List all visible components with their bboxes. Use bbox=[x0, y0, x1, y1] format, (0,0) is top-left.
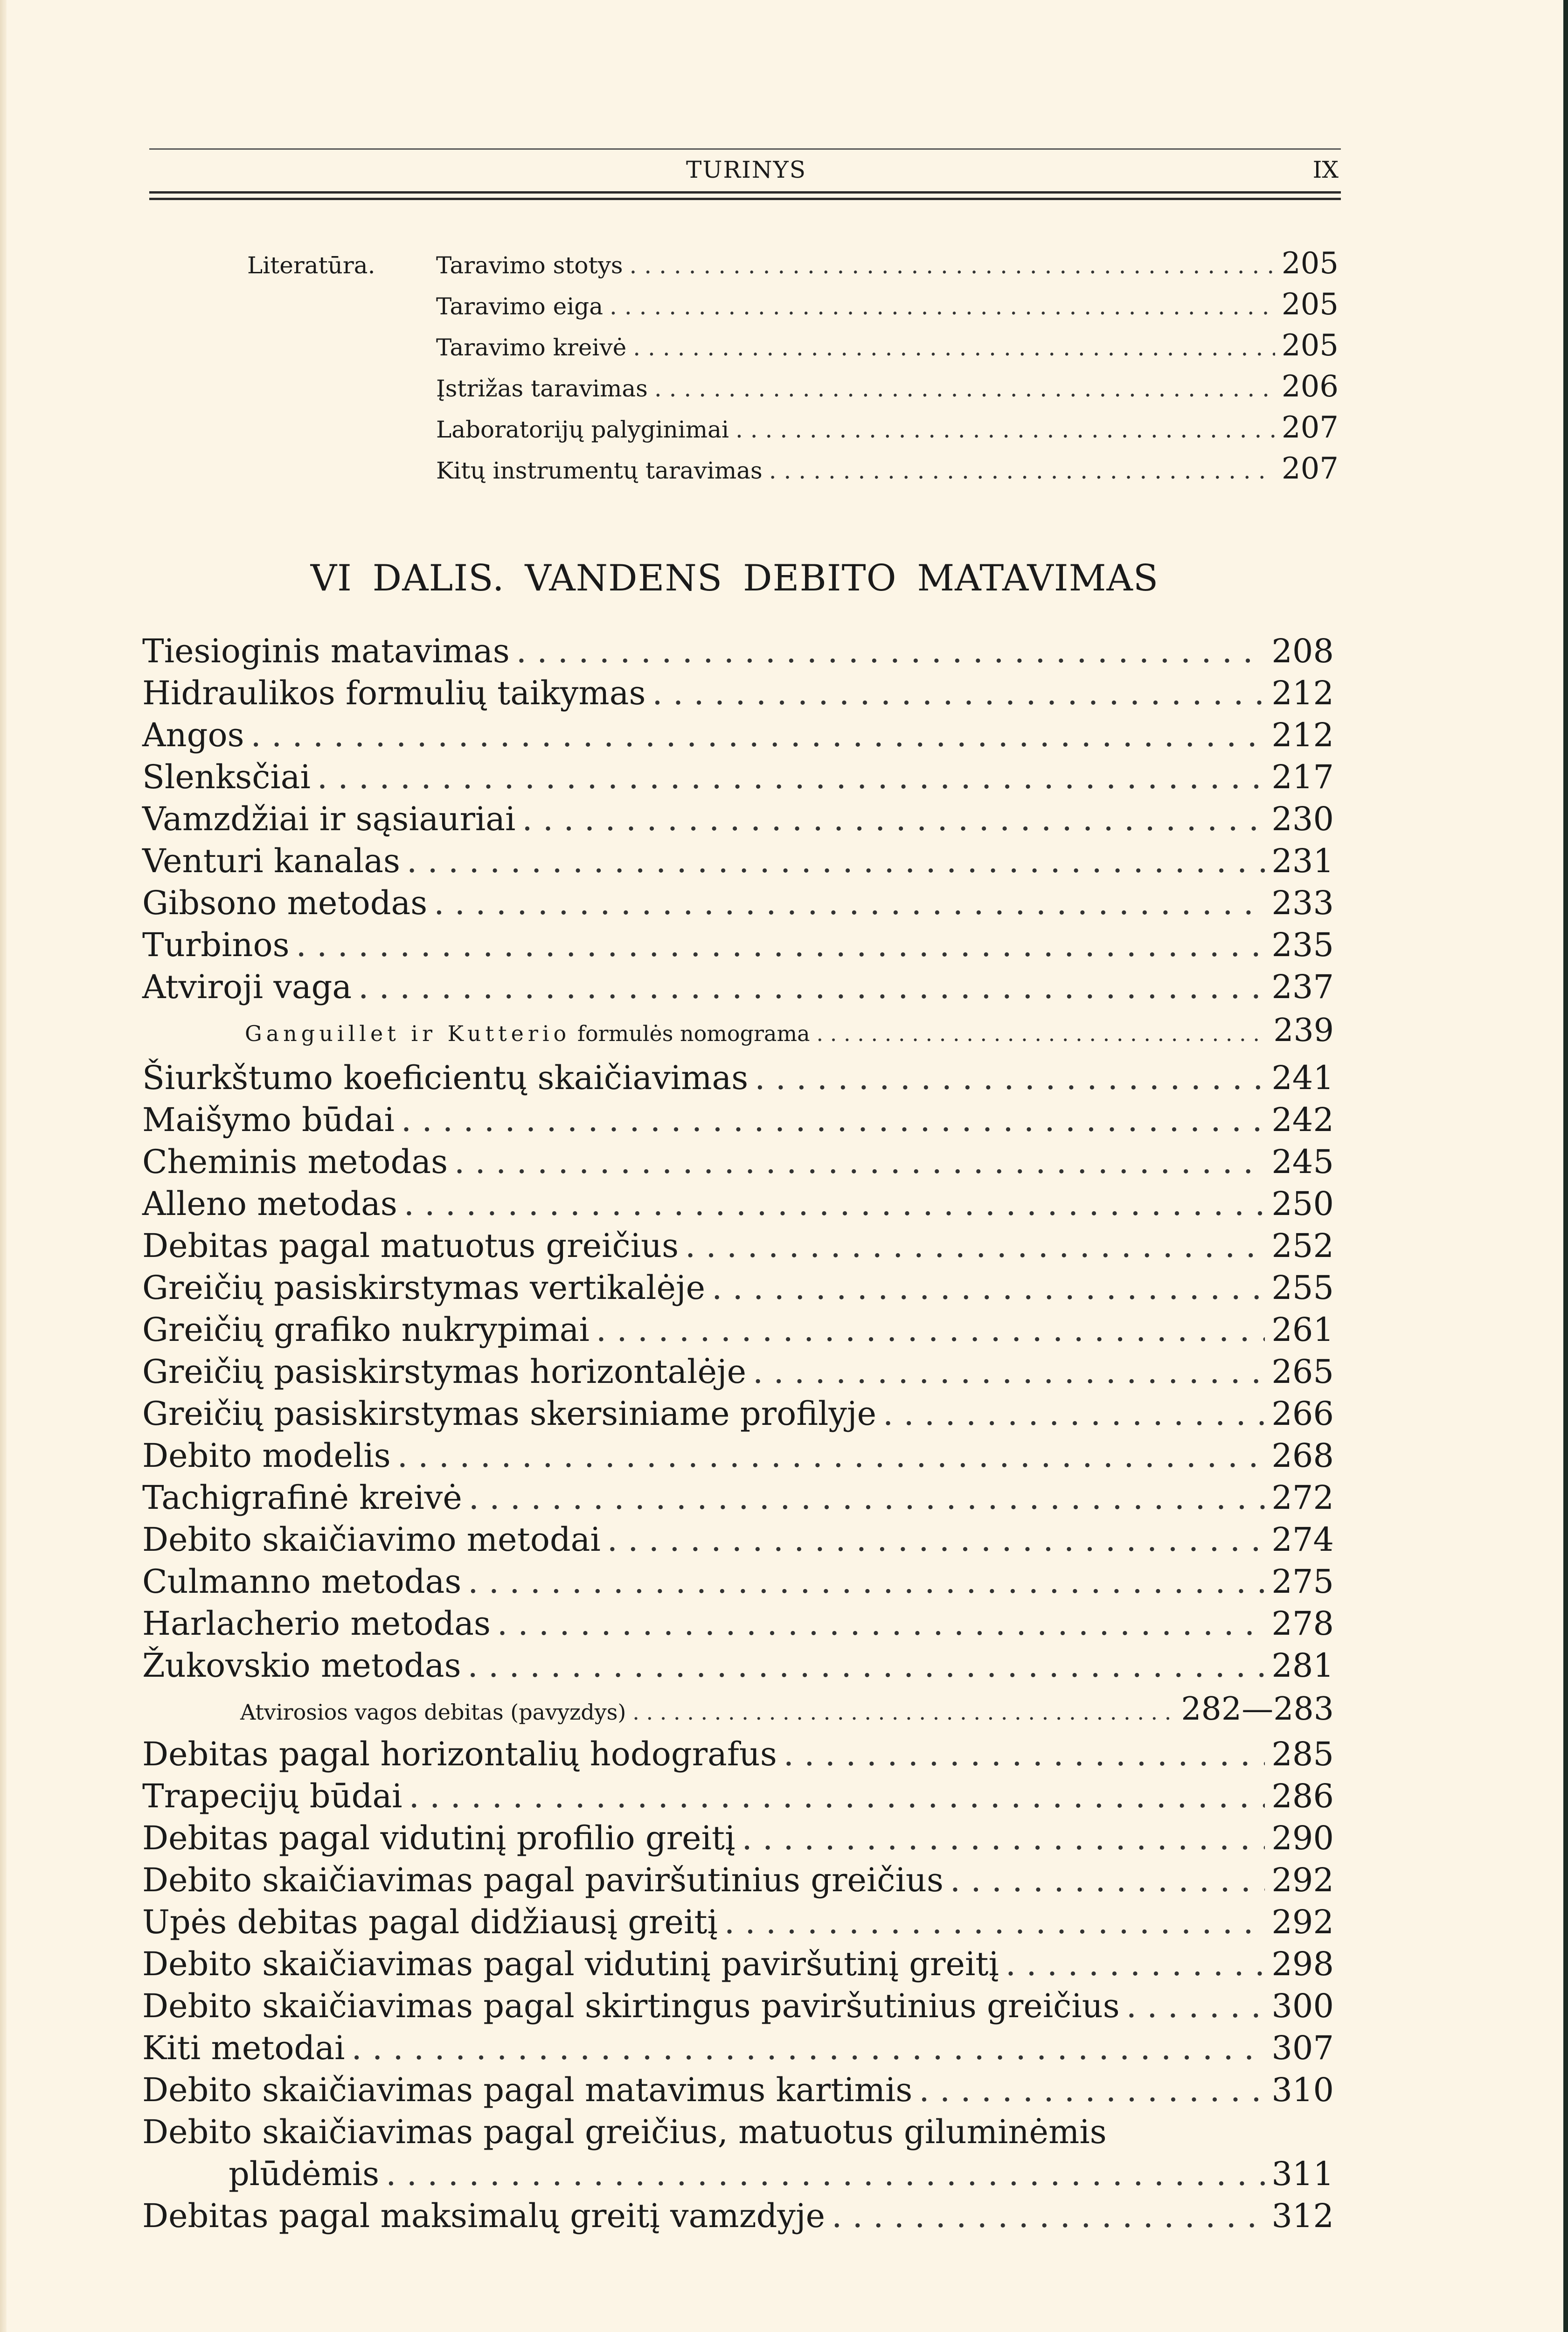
page-number: 282—283 bbox=[1181, 1691, 1334, 1728]
page-number: 255 bbox=[1271, 1269, 1334, 1307]
toc-entry[interactable] bbox=[142, 1903, 1334, 1945]
page-number: 311 bbox=[1271, 2155, 1334, 2193]
entry-title: Greičių grafiko nukrypimai bbox=[142, 1311, 590, 1349]
scan-background-right bbox=[1563, 0, 1568, 2332]
page-number: 286 bbox=[1271, 1777, 1334, 1815]
page-number: 292 bbox=[1271, 1903, 1334, 1941]
entry-title bbox=[245, 1021, 810, 1046]
dot-leader bbox=[317, 758, 1265, 796]
dot-leader bbox=[610, 293, 1275, 320]
toc-entry[interactable] bbox=[142, 2071, 1334, 2113]
toc-entry[interactable] bbox=[142, 1353, 1334, 1395]
page-number: 281 bbox=[1271, 1646, 1334, 1685]
dot-leader bbox=[817, 1021, 1267, 1046]
toc-entry[interactable] bbox=[142, 1945, 1334, 1987]
toc-entry[interactable] bbox=[142, 1185, 1334, 1227]
page-folio: IX bbox=[1312, 156, 1339, 183]
dot-leader bbox=[755, 1059, 1265, 1097]
toc-entry[interactable] bbox=[142, 1227, 1334, 1269]
dot-leader bbox=[407, 842, 1265, 880]
page-number: 208 bbox=[1271, 632, 1334, 670]
toc-subentry[interactable] bbox=[436, 328, 1339, 369]
entry-title: Turbinos bbox=[142, 926, 290, 964]
page-number: 274 bbox=[1271, 1520, 1334, 1559]
dot-leader bbox=[454, 1143, 1265, 1181]
page-number: 290 bbox=[1271, 1819, 1334, 1857]
toc-entry[interactable] bbox=[142, 1520, 1334, 1562]
toc-entry[interactable] bbox=[142, 800, 1334, 842]
toc-entry[interactable] bbox=[142, 1269, 1334, 1311]
toc-entry[interactable] bbox=[142, 1861, 1334, 1903]
entry-title: Atvirosios vagos debitas (pavyzdys) bbox=[240, 1700, 626, 1725]
entry-title: Vamzdžiai ir sąsiauriai bbox=[142, 800, 516, 838]
dot-leader bbox=[919, 2071, 1265, 2109]
dot-leader bbox=[1126, 1987, 1265, 2025]
entry-title: Greičių pasiskirstymas skersiniame profilyje bbox=[142, 1395, 877, 1433]
toc-entry[interactable] bbox=[142, 1395, 1334, 1437]
toc-entry[interactable] bbox=[142, 1478, 1334, 1520]
entry-title: Greičių pasiskirstymas vertikalėje bbox=[142, 1269, 706, 1307]
page-number: 242 bbox=[1271, 1101, 1334, 1139]
page-number: 292 bbox=[1271, 1861, 1334, 1899]
dot-leader bbox=[401, 1101, 1265, 1139]
entry-title: Culmanno metodas bbox=[142, 1562, 462, 1601]
dot-leader bbox=[632, 1700, 1174, 1725]
section-heading: VI DALIS. VANDENS DEBITO MATAVIMAS bbox=[310, 557, 1159, 599]
dot-leader bbox=[1006, 1945, 1265, 1983]
entry-title: Debitas pagal maksimalų greitį vamzdyje bbox=[142, 2197, 826, 2235]
entry-title: Taravimo kreivė bbox=[436, 334, 627, 361]
page-number: 300 bbox=[1271, 1987, 1334, 2025]
page-number: 233 bbox=[1271, 884, 1334, 922]
entry-title: Maišymo būdai bbox=[142, 1101, 395, 1139]
literatura-label: Literatūra. bbox=[247, 252, 375, 279]
entry-title: Upės debitas pagal didžiausį greitį bbox=[142, 1903, 718, 1941]
dot-leader bbox=[522, 800, 1265, 838]
running-title: TURINYS bbox=[686, 156, 806, 183]
entry-title: Įstrižas taravimas bbox=[436, 375, 648, 402]
toc-entry[interactable] bbox=[142, 1059, 1334, 1101]
dot-leader bbox=[607, 1520, 1265, 1559]
page-number: 231 bbox=[1271, 842, 1334, 880]
entry-title: Venturi kanalas bbox=[142, 842, 400, 880]
toc-entry[interactable] bbox=[142, 1101, 1334, 1143]
entry-title: Kitų instrumentų taravimas bbox=[436, 457, 763, 484]
dot-leader bbox=[724, 1903, 1265, 1941]
dot-leader bbox=[652, 674, 1265, 712]
dot-leader bbox=[251, 716, 1265, 754]
toc-entry[interactable] bbox=[142, 758, 1334, 800]
entry-title-spaced: Ganguillet ir Kutterio bbox=[245, 1021, 571, 1046]
dot-leader bbox=[386, 2155, 1265, 2193]
toc-entry[interactable] bbox=[142, 632, 1334, 674]
entry-title: Trapecijų būdai bbox=[142, 1777, 402, 1815]
page-number: 205 bbox=[1281, 287, 1339, 322]
entry-title: Harlacherio metodas bbox=[142, 1604, 491, 1643]
toc-entry[interactable] bbox=[142, 1562, 1334, 1604]
toc-entry[interactable] bbox=[142, 674, 1334, 716]
entry-title: Angos bbox=[142, 716, 244, 754]
toc-entry[interactable] bbox=[142, 926, 1334, 968]
entry-title: Debito skaičiavimo metodai bbox=[142, 1520, 601, 1559]
entry-title: Debitas pagal vidutinį profilio greitį bbox=[142, 1819, 735, 1857]
entry-title: Šiurkštumo koeficientų skaičiavimas bbox=[142, 1059, 749, 1097]
dot-leader bbox=[497, 1604, 1265, 1643]
page-number: 310 bbox=[1271, 2071, 1334, 2109]
dot-leader bbox=[469, 1478, 1265, 1517]
dot-leader bbox=[883, 1395, 1265, 1433]
page-number: 272 bbox=[1271, 1478, 1334, 1517]
dot-leader bbox=[784, 1735, 1265, 1773]
entry-title: Debito skaičiavimas pagal vidutinį paviršutinį greitį bbox=[142, 1945, 999, 1983]
entry-title: Laboratorijų palyginimai bbox=[436, 416, 729, 443]
dot-leader bbox=[397, 1437, 1265, 1475]
dot-leader bbox=[832, 2197, 1265, 2235]
entry-title: Gibsono metodas bbox=[142, 884, 428, 922]
page-number: 285 bbox=[1271, 1735, 1334, 1773]
entry-title: Cheminis metodas bbox=[142, 1143, 448, 1181]
page-number: 250 bbox=[1271, 1185, 1334, 1223]
page-number: 206 bbox=[1281, 369, 1339, 404]
page-spine-shadow bbox=[0, 0, 7, 2332]
dot-leader bbox=[753, 1353, 1265, 1391]
toc-minor-entry[interactable] bbox=[240, 1691, 1334, 1733]
header-top-rule bbox=[149, 148, 1341, 150]
entry-title: Tiesioginis matavimas bbox=[142, 632, 510, 670]
dot-leader bbox=[358, 968, 1265, 1006]
entry-title: Debitas pagal matuotus greičius bbox=[142, 1227, 679, 1265]
toc-entry[interactable] bbox=[142, 1777, 1334, 1819]
header-double-rule-upper bbox=[149, 191, 1341, 194]
dot-leader bbox=[735, 416, 1275, 443]
page-number: 266 bbox=[1271, 1395, 1334, 1433]
dot-leader bbox=[712, 1269, 1265, 1307]
entry-title: Debito skaičiavimas pagal skirtingus paviršutinius greičius bbox=[142, 1987, 1120, 2025]
toc-entry[interactable] bbox=[142, 1143, 1334, 1185]
page-number: 241 bbox=[1271, 1059, 1334, 1097]
dot-leader bbox=[630, 252, 1275, 279]
toc-entry[interactable] bbox=[142, 2029, 1334, 2071]
toc-entry[interactable] bbox=[142, 1646, 1334, 1688]
entry-title-rest: formulės nomograma bbox=[577, 1021, 810, 1046]
toc-entry-first-line[interactable]: Debito skaičiavimas pagal greičius, matuotus giluminėmis bbox=[142, 2113, 1107, 2151]
dot-leader bbox=[296, 926, 1265, 964]
page-number: 261 bbox=[1271, 1311, 1334, 1349]
page-number: 205 bbox=[1281, 328, 1339, 363]
entry-title: Tachigrafinė kreivė bbox=[142, 1478, 462, 1517]
dot-leader bbox=[654, 375, 1275, 402]
page-number: 275 bbox=[1271, 1562, 1334, 1601]
toc-entry[interactable] bbox=[142, 1735, 1334, 1777]
toc-subentry[interactable] bbox=[436, 246, 1339, 287]
page-number: 207 bbox=[1281, 410, 1339, 445]
toc-entry[interactable] bbox=[142, 1604, 1334, 1646]
toc-entry[interactable] bbox=[142, 842, 1334, 884]
dot-leader bbox=[633, 334, 1275, 361]
header-double-rule-lower bbox=[149, 198, 1341, 200]
dot-leader bbox=[434, 884, 1265, 922]
entry-title: Taravimo stotys bbox=[436, 252, 623, 279]
entry-title: Greičių pasiskirstymas horizontalėje bbox=[142, 1353, 747, 1391]
page-number: 245 bbox=[1271, 1143, 1334, 1181]
page-number: 230 bbox=[1271, 800, 1334, 838]
toc-entry[interactable] bbox=[142, 716, 1334, 758]
entry-title: Slenksčiai bbox=[142, 758, 311, 796]
dot-leader bbox=[468, 1646, 1265, 1685]
toc-entry[interactable] bbox=[142, 1311, 1334, 1353]
dot-leader bbox=[409, 1777, 1265, 1815]
entry-title: Debito skaičiavimas pagal paviršutinius greičius bbox=[142, 1861, 944, 1899]
entry-title: Atviroji vaga bbox=[142, 968, 352, 1006]
entry-title: Hidraulikos formulių taikymas bbox=[142, 674, 646, 712]
toc-entry[interactable] bbox=[142, 1819, 1334, 1861]
entry-title: Taravimo eiga bbox=[436, 293, 604, 320]
toc-subentry[interactable] bbox=[436, 287, 1339, 328]
entry-title: Kiti metodai bbox=[142, 2029, 345, 2067]
dot-leader bbox=[769, 457, 1275, 484]
toc-entry-continuation[interactable] bbox=[229, 2155, 1334, 2197]
page-number: 268 bbox=[1271, 1437, 1334, 1475]
toc-subentry[interactable] bbox=[436, 410, 1339, 451]
page-number: 252 bbox=[1271, 1227, 1334, 1265]
entry-title: plūdėmis bbox=[229, 2155, 380, 2193]
page-number: 217 bbox=[1271, 758, 1334, 796]
dot-leader bbox=[685, 1227, 1265, 1265]
toc-subentry[interactable] bbox=[436, 451, 1339, 493]
dot-leader bbox=[596, 1311, 1265, 1349]
dot-leader bbox=[351, 2029, 1265, 2067]
page-number: 278 bbox=[1271, 1604, 1334, 1643]
page-number: 237 bbox=[1271, 968, 1334, 1006]
toc-entry[interactable] bbox=[142, 968, 1334, 1010]
dot-leader bbox=[516, 632, 1265, 670]
dot-leader bbox=[468, 1562, 1265, 1601]
page-number: 239 bbox=[1273, 1012, 1334, 1049]
page-number: 298 bbox=[1271, 1945, 1334, 1983]
page-number: 307 bbox=[1271, 2029, 1334, 2067]
page-number: 212 bbox=[1271, 674, 1334, 712]
dot-leader bbox=[404, 1185, 1265, 1223]
toc-subentry[interactable] bbox=[436, 369, 1339, 410]
page-number: 212 bbox=[1271, 716, 1334, 754]
page-number: 205 bbox=[1281, 246, 1339, 281]
page-number: 235 bbox=[1271, 926, 1334, 964]
toc-minor-entry[interactable] bbox=[245, 1012, 1334, 1054]
dot-leader bbox=[742, 1819, 1265, 1857]
toc-entry[interactable] bbox=[142, 884, 1334, 926]
entry-title: Debitas pagal horizontalių hodografus bbox=[142, 1735, 777, 1773]
entry-title: Alleno metodas bbox=[142, 1185, 397, 1223]
toc-entry[interactable] bbox=[142, 1437, 1334, 1478]
toc-entry[interactable] bbox=[142, 1987, 1334, 2029]
entry-title: Debito modelis bbox=[142, 1437, 391, 1475]
toc-entry[interactable] bbox=[142, 2197, 1334, 2239]
entry-title: Debito skaičiavimas pagal matavimus kartimis bbox=[142, 2071, 913, 2109]
dot-leader bbox=[950, 1861, 1265, 1899]
page-number: 207 bbox=[1281, 451, 1339, 486]
entry-title: Žukovskio metodas bbox=[142, 1646, 461, 1685]
page-number: 265 bbox=[1271, 1353, 1334, 1391]
page-number: 312 bbox=[1271, 2197, 1334, 2235]
